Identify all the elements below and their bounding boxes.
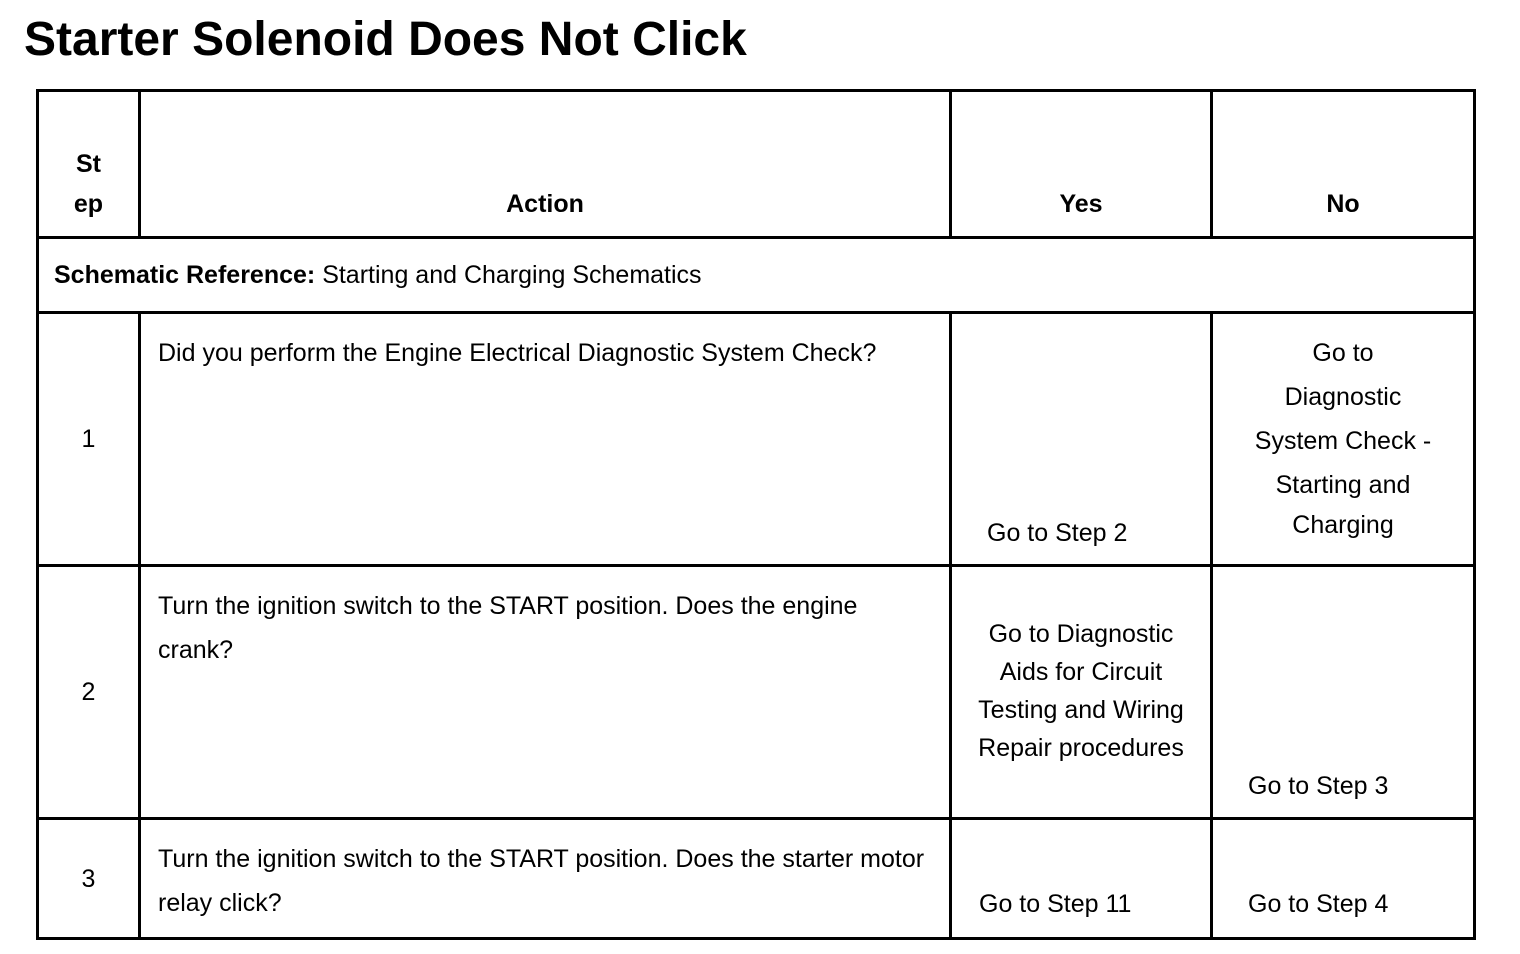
action-text: Did you perform the Engine Electrical Diagnostic System Check? — [158, 339, 877, 367]
schematic-reference-label: Schematic Reference: — [54, 261, 316, 289]
yes-text: Go to Step 11 — [979, 890, 1132, 918]
no-text: Go to Step 4 — [1248, 890, 1389, 918]
step-number: 1 — [38, 313, 140, 566]
no-text: Go to Step 3 — [1248, 772, 1389, 800]
yes-text-line: Testing and Wiring — [978, 696, 1184, 724]
header-yes — [951, 91, 1212, 238]
page-title: Starter Solenoid Does Not Click — [24, 13, 747, 66]
header-no-label: No — [1326, 190, 1360, 218]
no-cell — [1212, 566, 1475, 819]
step-number: 2 — [38, 566, 140, 819]
header-yes-label: Yes — [1059, 190, 1103, 218]
yes-cell — [951, 819, 1212, 939]
yes-cell — [951, 566, 1212, 819]
yes-cell — [951, 313, 1212, 566]
schematic-reference-value: Starting and Charging Schematics — [322, 261, 702, 289]
header-action-label: Action — [506, 190, 584, 218]
table-header-row — [38, 91, 1475, 238]
header-no — [1212, 91, 1475, 238]
no-text-line: Starting and — [1275, 471, 1411, 499]
table-row — [38, 566, 1475, 819]
yes-text: Go to Step 2 — [987, 519, 1128, 547]
schematic-reference-cell — [38, 238, 1475, 313]
yes-text-line: Repair procedures — [978, 734, 1184, 762]
header-action — [140, 91, 951, 238]
step-number: 3 — [38, 819, 140, 939]
no-text — [1213, 331, 1473, 543]
header-step-line2: ep — [73, 190, 104, 218]
no-text-line: Go to — [1312, 339, 1374, 367]
action-cell — [140, 313, 951, 566]
yes-text-line: Aids for Circuit — [999, 658, 1163, 686]
header-step-line1: St — [76, 150, 101, 178]
action-text: Turn the ignition switch to the START position. Does the engine crank? — [158, 592, 858, 664]
table-row — [38, 313, 1475, 566]
no-text-line: System Check - — [1254, 427, 1432, 455]
yes-text-line: Go to Diagnostic — [988, 620, 1174, 648]
no-text-line: Diagnostic — [1284, 383, 1402, 411]
table-row — [38, 819, 1475, 939]
action-text: Turn the ignition switch to the START position. Does the starter motor relay click? — [158, 845, 925, 917]
schematic-reference-row — [38, 238, 1475, 313]
no-text-line: Charging — [1292, 511, 1394, 539]
diagnostic-table — [36, 89, 1476, 940]
header-step — [38, 91, 140, 238]
no-cell — [1212, 313, 1475, 566]
action-cell — [140, 819, 951, 939]
action-cell — [140, 566, 951, 819]
yes-text — [952, 615, 1210, 767]
no-cell — [1212, 819, 1475, 939]
